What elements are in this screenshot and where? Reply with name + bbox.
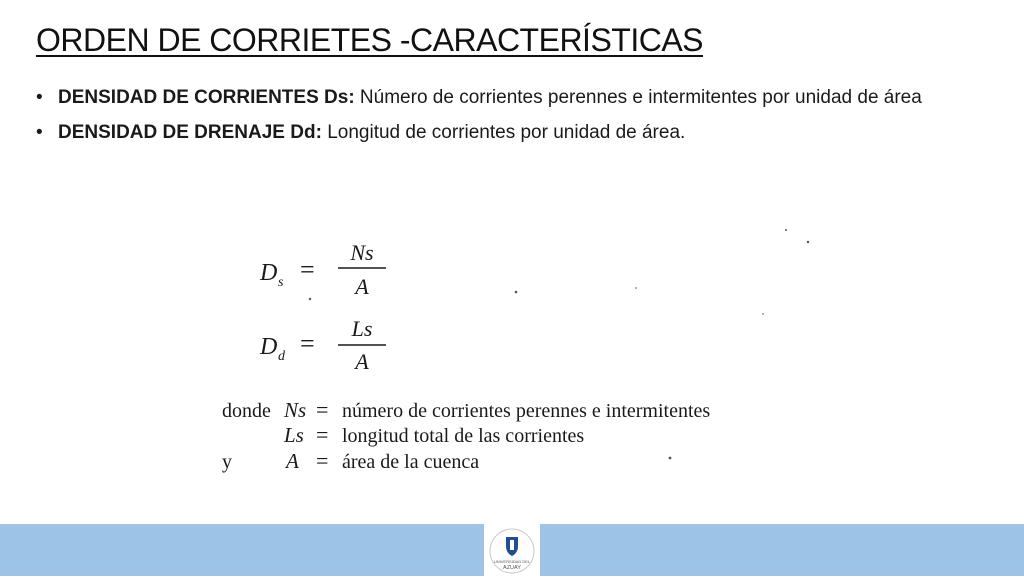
bullet-text: Longitud de corrientes por unidad de área.	[321, 122, 686, 143]
definitions-y-label: y	[222, 451, 232, 473]
bullet-term: DENSIDAD DE DRENAJE Dd:	[58, 122, 322, 143]
definition-symbol-a: A	[286, 449, 299, 473]
equation-ds-equals: =	[300, 255, 315, 284]
bullet-list	[36, 86, 996, 156]
equation-dd-lhs: D	[260, 334, 278, 360]
definition-text-a: área de la cuenca	[342, 451, 480, 473]
definitions-block	[222, 397, 710, 473]
equation-ds-subscript: s	[278, 275, 284, 290]
slide-title: ORDEN DE CORRIETES -CARACTERÍSTICAS	[36, 22, 704, 58]
equation-dd-subscript: d	[278, 349, 285, 364]
equation-dd-equals: =	[300, 329, 315, 358]
university-logo	[484, 524, 540, 576]
logo-line2: AZUAY	[503, 565, 521, 571]
equation-dd	[259, 316, 386, 374]
equation-ds-lhs: D	[260, 260, 278, 286]
definitions-donde-label: donde	[222, 400, 271, 422]
definition-symbol-ls: Ls	[284, 423, 304, 447]
formula-scan-image	[218, 222, 818, 484]
equation-dd-numerator: Ls	[351, 316, 373, 341]
equation-ds-numerator: Ns	[350, 240, 374, 265]
definition-equals: =	[316, 422, 329, 447]
definition-text-ls: longitud total de las corrientes	[342, 425, 585, 447]
bullet-term: DENSIDAD DE CORRIENTES Ds:	[58, 87, 355, 108]
definition-text-ns: número de corrientes perennes e intermitentes	[342, 400, 711, 422]
bullet-item-densidad-drenaje	[36, 121, 996, 144]
bullet-dot-icon: •	[36, 122, 43, 143]
bullet-item-densidad-corrientes	[36, 86, 996, 109]
equation-ds-denominator: A	[355, 274, 369, 299]
equation-ds	[259, 240, 386, 299]
definition-equals: =	[316, 397, 329, 422]
definition-symbol-ns: Ns	[284, 398, 307, 422]
university-logo-icon	[484, 524, 540, 576]
equation-dd-denominator: A	[355, 349, 369, 374]
definition-equals: =	[316, 448, 329, 473]
logo-line1: UNIVERSIDAD DEL	[493, 559, 531, 564]
bullet-text: Número de corrientes perennes e intermitentes por unidad de área	[354, 87, 922, 108]
bullet-dot-icon: •	[36, 87, 43, 108]
